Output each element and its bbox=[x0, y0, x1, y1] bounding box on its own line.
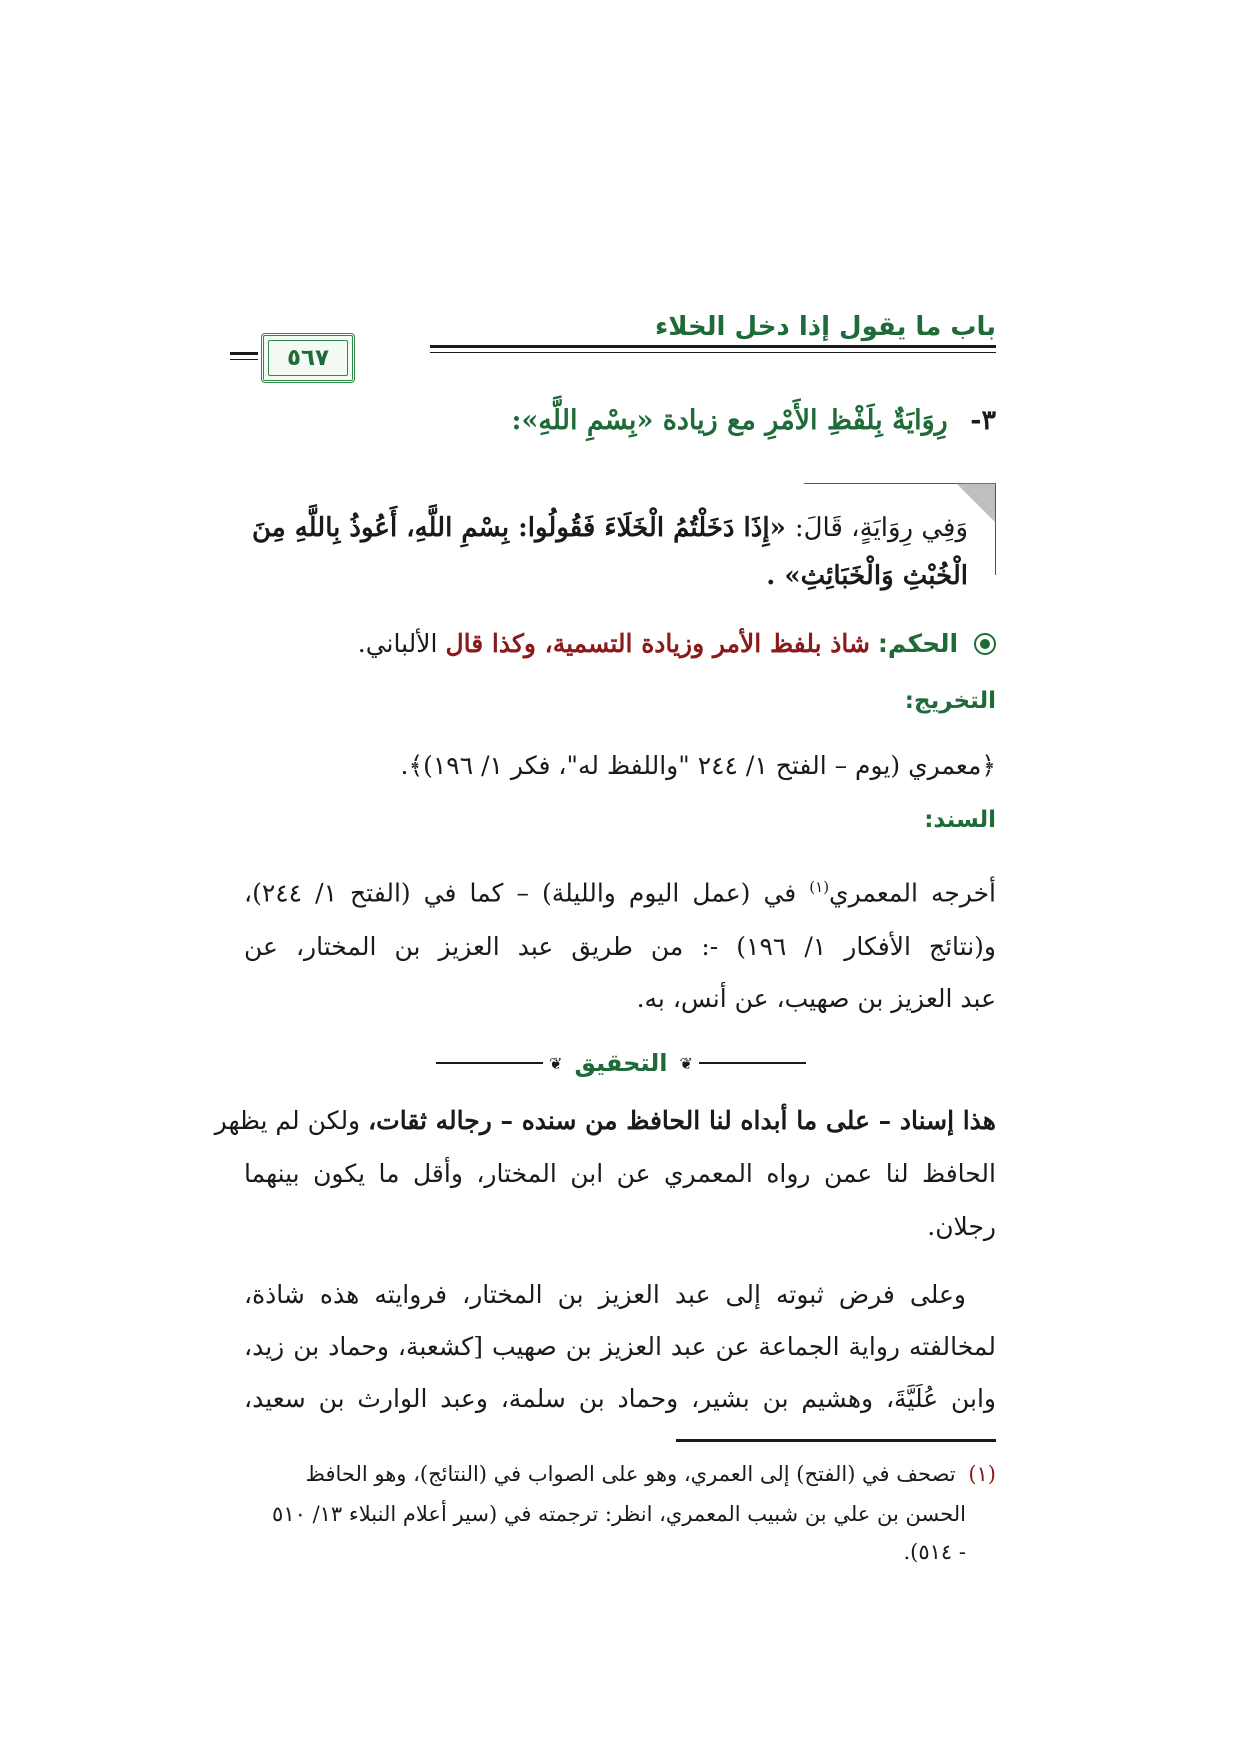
sanad-heading: السند: bbox=[924, 807, 996, 833]
hadith-lead: وَفِي رِوَايَةٍ، قَالَ: bbox=[794, 513, 968, 543]
tahqiq-divider bbox=[436, 1048, 806, 1078]
tahqiq-p1-bold: هذا إسناد – على ما أبداه لنا الحافظ من سنده – رجاله ثقات، bbox=[368, 1106, 996, 1135]
tahqiq-p1-rest: ولكن لم يظهر bbox=[214, 1106, 361, 1135]
chapter-title: باب ما يقول إذا دخل الخلاء bbox=[654, 312, 996, 342]
hadith-line-1 bbox=[252, 515, 968, 541]
section-title: رِوَايَةٌ بِلَفْظِ الأَمْرِ مع زيادة «بِسْمِ اللَّهِ»: bbox=[511, 405, 948, 436]
divider-bar-left bbox=[436, 1062, 543, 1064]
tahqiq-p1-line-1 bbox=[214, 1106, 996, 1135]
tahqiq-p2-line-2: لمخالفته رواية الجماعة عن عبد العزيز بن صهيب [كشعبة، وحماد بن زيد، bbox=[244, 1332, 996, 1361]
divider-bar-right bbox=[699, 1062, 806, 1064]
divider-ornament-icon: ❦ bbox=[549, 1053, 563, 1073]
footnote-line-3: - ٥١٤). bbox=[903, 1540, 966, 1564]
tahqiq-p2-line-1: وعلى فرض ثبوته إلى عبد العزيز بن المختار، فروايته هذه شاذة، bbox=[244, 1280, 966, 1309]
footnote-line-1 bbox=[306, 1464, 996, 1485]
header-rule-left bbox=[230, 352, 258, 355]
hadith-frame-side bbox=[995, 483, 996, 575]
tahqiq-p1-line-2: الحافظ لنا عمن رواه المعمري عن ابن المختار، وأقل ما يكون بينهما bbox=[244, 1159, 996, 1188]
header-rule-right-thin bbox=[430, 352, 996, 353]
footnote-rule bbox=[676, 1439, 996, 1442]
tahqiq-p1-line-3: رجلان. bbox=[927, 1212, 996, 1241]
ruling-text: شاذ بلفظ الأمر وزيادة التسمية، وكذا قال bbox=[445, 629, 870, 658]
section-heading bbox=[511, 407, 996, 434]
hadith-line-2: الْخُبْثِ وَالْخَبَائِثِ» . bbox=[766, 561, 968, 591]
header-rule-left-thin bbox=[230, 359, 258, 360]
footnote-ref: (١) bbox=[809, 878, 830, 896]
footnote-line-2: الحسن بن علي بن شبيب المعمري، انظر: ترجمته في (سير أعلام النبلاء ١٣/ ٥١٠ bbox=[272, 1502, 966, 1526]
footnote-text-1: تصحف في (الفتح) إلى العمري، وهو على الصواب في (النتائج)، وهو الحافظ bbox=[305, 1462, 956, 1486]
sanad-line-3: عبد العزيز بن صهيب، عن أنس، به. bbox=[636, 984, 996, 1013]
header-rule-right bbox=[430, 345, 996, 348]
ruling-line bbox=[358, 631, 996, 656]
section-number: ٣- bbox=[970, 405, 996, 436]
takhrij-heading: التخريج: bbox=[904, 688, 996, 714]
tahqiq-p2-line-3: وابن عُلَيَّةَ، وهشيم بن بشير، وحماد بن سلمة، وعبد الوارث بن سعيد، bbox=[244, 1384, 996, 1413]
ruling-label: الحكم: bbox=[877, 629, 959, 658]
sanad-text-a: أخرجه المعمري bbox=[829, 878, 997, 908]
sanad-text-b: في (عمل اليوم والليلة) – كما في (الفتح ١/ ٢٤٤)، bbox=[244, 878, 797, 908]
ruling-tail: الألباني. bbox=[357, 629, 438, 658]
takhrij-text: ﴿معمري (يوم – الفتح ١/ ٢٤٤ "واللفظ له"، فكر ١/ ١٩٦)﴾. bbox=[400, 751, 996, 780]
page-number-badge bbox=[261, 333, 355, 383]
ruling-ornament-icon bbox=[974, 633, 996, 655]
hadith-text: «إِذَا دَخَلْتُمُ الْخَلَاءَ فَقُولُوا: بِسْمِ اللَّهِ، أَعُوذُ بِاللَّهِ مِنَ bbox=[251, 513, 786, 543]
footnote-marker: (١) bbox=[968, 1462, 996, 1486]
tahqiq-heading: التحقيق bbox=[574, 1049, 668, 1077]
sanad-line-1 bbox=[244, 878, 997, 908]
sanad-line-2: و(نتائج الأفكار ١/ ١٩٦) -: من طريق عبد العزيز بن المختار، عن bbox=[244, 932, 996, 961]
divider-ornament-icon: ❦ bbox=[679, 1053, 693, 1073]
page-number: ٥٦٧ bbox=[286, 345, 330, 371]
